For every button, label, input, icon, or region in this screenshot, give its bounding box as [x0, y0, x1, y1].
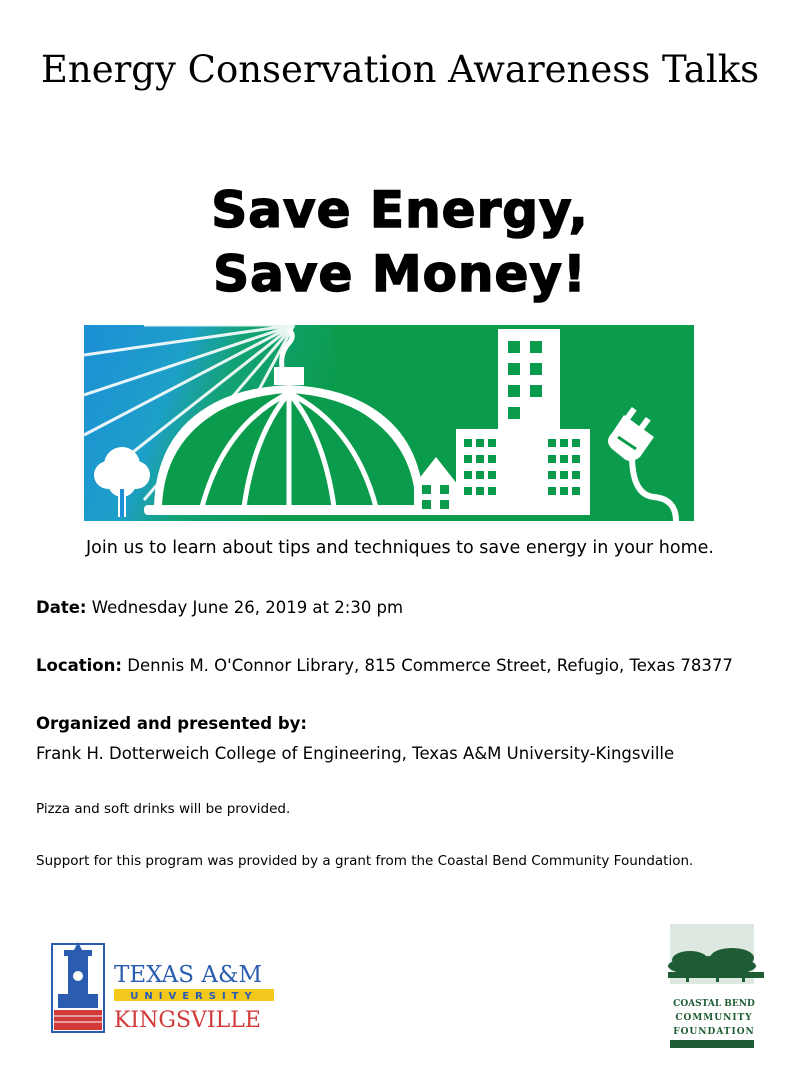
tower-icon	[52, 942, 104, 1032]
cbcf-line-1: COASTAL BEND	[673, 999, 755, 1009]
cbcf-line-2: COMMUNITY	[675, 1013, 753, 1023]
page-title: Energy Conservation Awareness Talks	[40, 48, 760, 91]
location-value: Dennis M. O'Connor Library, 815 Commerce Street, Refugio, Texas 78377	[127, 656, 733, 675]
support-note: Support for this program was provided by a grant from the Coastal Bend Community Foundation.	[36, 853, 694, 869]
organizer-value: Frank H. Dotterweich College of Engineering, Texas A&M University-Kingsville	[36, 744, 675, 763]
tamuk-name: TEXAS A&M	[114, 962, 262, 988]
refreshments-note: Pizza and soft drinks will be provided.	[36, 801, 291, 817]
trees-icon	[668, 948, 764, 982]
cbcf-line-3: FOUNDATION	[673, 1027, 755, 1037]
headline	[0, 178, 800, 306]
headline-line-2: Save Money!	[213, 245, 587, 303]
energy-banner	[84, 325, 694, 521]
date-value: Wednesday June 26, 2019 at 2:30 pm	[91, 598, 404, 617]
organizer-label: Organized and presented by:	[36, 714, 307, 733]
headline-line-1: Save Energy,	[211, 181, 589, 239]
tamuk-logo	[50, 940, 290, 1035]
date-label: Date:	[36, 598, 87, 617]
intro-text: Join us to learn about tips and techniques to save energy in your home.	[86, 538, 714, 558]
date-line	[36, 598, 403, 617]
location-label: Location:	[36, 656, 122, 675]
location-line	[36, 656, 733, 675]
cbcf-logo	[666, 922, 766, 1052]
tamuk-university: UNIVERSITY	[130, 991, 258, 1002]
tamuk-kingsville: KINGSVILLE	[114, 1008, 261, 1033]
